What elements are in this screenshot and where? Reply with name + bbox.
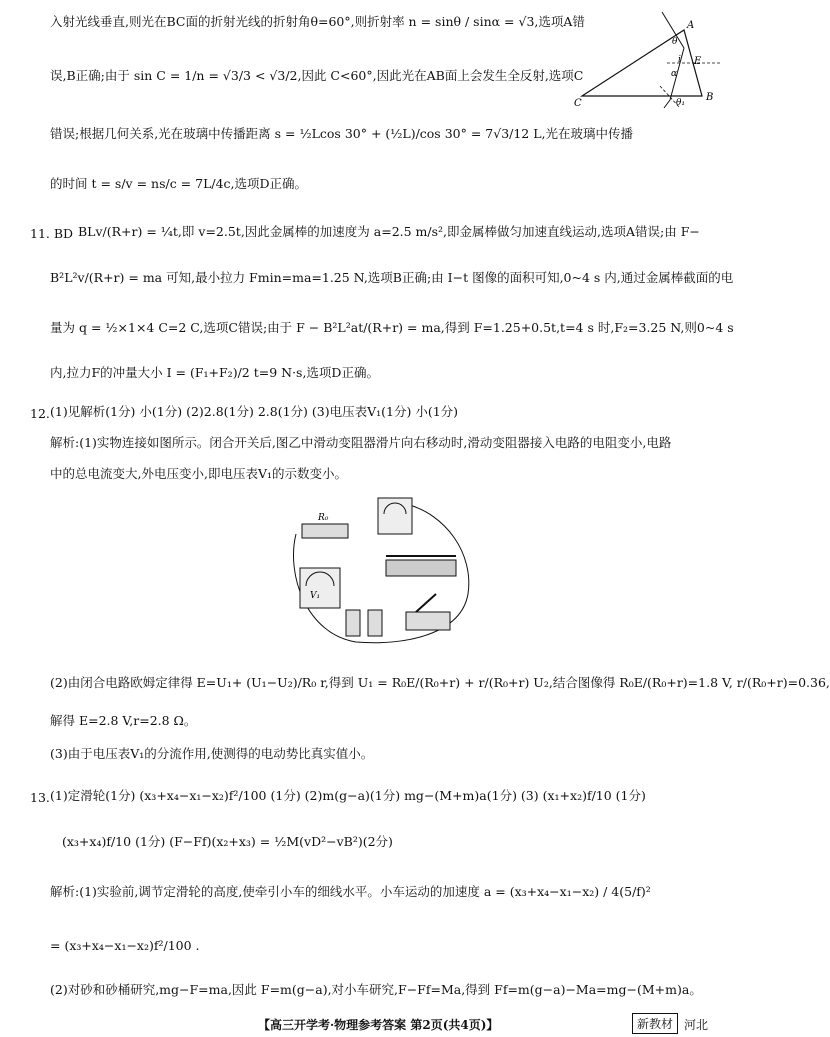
- q11-line-3: 量为 q = ½×1×4 C=2 C,选项C错误;由于 F − B²L²at/(R+r) = ma,得到 F=1.25+0.5t,t=4 s 时,F₂=3.25 N,则0~4 s: [50, 320, 734, 335]
- q13-line-2: (x₃+x₄)f/10 (1分) (F−Ff)(x₂+x₃) = ½M(vD²−vB²)(2分): [62, 834, 393, 849]
- switch: [406, 612, 450, 630]
- q11-line-2: B²L²v/(R+r) = ma 可知,最小拉力 Fmin=ma=1.25 N,选项B正确;由 I−t 图像的面积可知,0~4 s 内,通过金属棒截面的电: [50, 270, 734, 285]
- label-theta1: θ₁: [676, 98, 686, 108]
- q12-line-6: (3)由于电压表V₁的分流作用,使测得的电动势比真实值小。: [50, 746, 374, 761]
- voltmeter-v1: [300, 568, 340, 608]
- resistor-r0: [302, 524, 348, 538]
- q12-line-2: 解析:(1)实物连接如图所示。闭合开关后,图乙中滑动变阻器滑片向右移动时,滑动变阻器接入电路的电阻变小,电路: [50, 435, 672, 450]
- label-v1: V₁: [310, 591, 321, 601]
- q13-line-4: = (x₃+x₄−x₁−x₂)f²/100 .: [50, 938, 200, 953]
- p10-line-4: 的时间 t = s/v = ns/c = 7L/4c,选项D正确。: [50, 176, 308, 191]
- label-theta: θ: [672, 37, 678, 47]
- label-C: C: [574, 98, 582, 109]
- q12-line-4: (2)由闭合电路欧姆定律得 E=U₁+ (U₁−U₂)/R₀ r,得到 U₁ = R₀E/(R₀+r) + r/(R₀+r) U₂,结合图像得 R₀E/(R₀+r)=1.8 V, r/(R₀+r)=0.36,: [50, 675, 830, 690]
- label-E: E: [694, 56, 702, 67]
- prism-diagram: [572, 8, 732, 108]
- region-label: 河北: [684, 1018, 709, 1032]
- label-A: A: [687, 20, 695, 31]
- exit-ray: [664, 100, 670, 108]
- p10-line-1: 入射光线垂直,则光在BC面的折射光线的折射角θ=60°,则折射率 n = sinθ / sinα = √3,选项A错: [50, 14, 585, 29]
- p10-line-3: 错误;根据几何关系,光在玻璃中传播距离 s = ½Lcos 30° + (½L)/cos 30° = 7√3/12 L,光在玻璃中传播: [50, 126, 634, 141]
- q13-line-1: (1)定滑轮(1分) (x₃+x₄−x₁−x₂)f²/100 (1分) (2)m(g−a)(1分) mg−(M+m)a(1分) (3) (x₁+x₂)f/10 (1分): [50, 788, 646, 803]
- q11-number: 11. BD: [30, 226, 74, 241]
- label-B: B: [706, 92, 714, 103]
- q11-line-4: 内,拉力F的冲量大小 I = (F₁+F₂)/2 t=9 N·s,选项D正确。: [50, 365, 379, 380]
- q13-line-3: 解析:(1)实验前,调节定滑轮的高度,使牵引小车的细线水平。小车运动的加速度 a = (x₃+x₄−x₁−x₂) / 4(5/f)²: [50, 884, 651, 899]
- label-i: i: [678, 55, 681, 65]
- switch-lever: [416, 594, 436, 612]
- q13-line-5: (2)对砂和砂桶研究,mg−F=ma,因此 F=m(g−a),对小车研究,F−Ff=Ma,得到 Ff=m(g−a)−Ma=mg−(M+m)a。: [50, 982, 702, 997]
- label-r0: R₀: [318, 513, 329, 523]
- q12-line-1: (1)见解析(1分) 小(1分) (2)2.8(1分) 2.8(1分) (3)电压表V₁(1分) 小(1分): [50, 404, 459, 419]
- q11-line-1: BLv/(R+r) = ¼t,即 v=2.5t,因此金属棒的加速度为 a=2.5 m/s²,即金属棒做匀加速直线运动,选项A错误;由 F−: [78, 224, 700, 239]
- rheostat: [386, 560, 456, 576]
- q12-number: 12.: [30, 406, 50, 421]
- q12-line-5: 解得 E=2.8 V,r=2.8 Ω。: [50, 713, 197, 728]
- circuit-diagram: [286, 494, 476, 646]
- p10-line-2: 误,B正确;由于 sin C = 1/n = √3/3 < √3/2,因此 C<60°,因此光在AB面上会发生全反射,选项C: [50, 68, 584, 83]
- q12-line-3: 中的总电流变大,外电压变小,即电压表V₁的示数变小。: [50, 466, 347, 481]
- edition-badge: 新教材: [632, 1013, 678, 1034]
- footer-title: 【高三开学考·物理参考答案 第2页(共4页)】: [258, 1018, 499, 1032]
- battery-1: [346, 610, 360, 636]
- label-alpha: α: [671, 69, 678, 79]
- battery-2: [368, 610, 382, 636]
- q13-number: 13.: [30, 790, 50, 805]
